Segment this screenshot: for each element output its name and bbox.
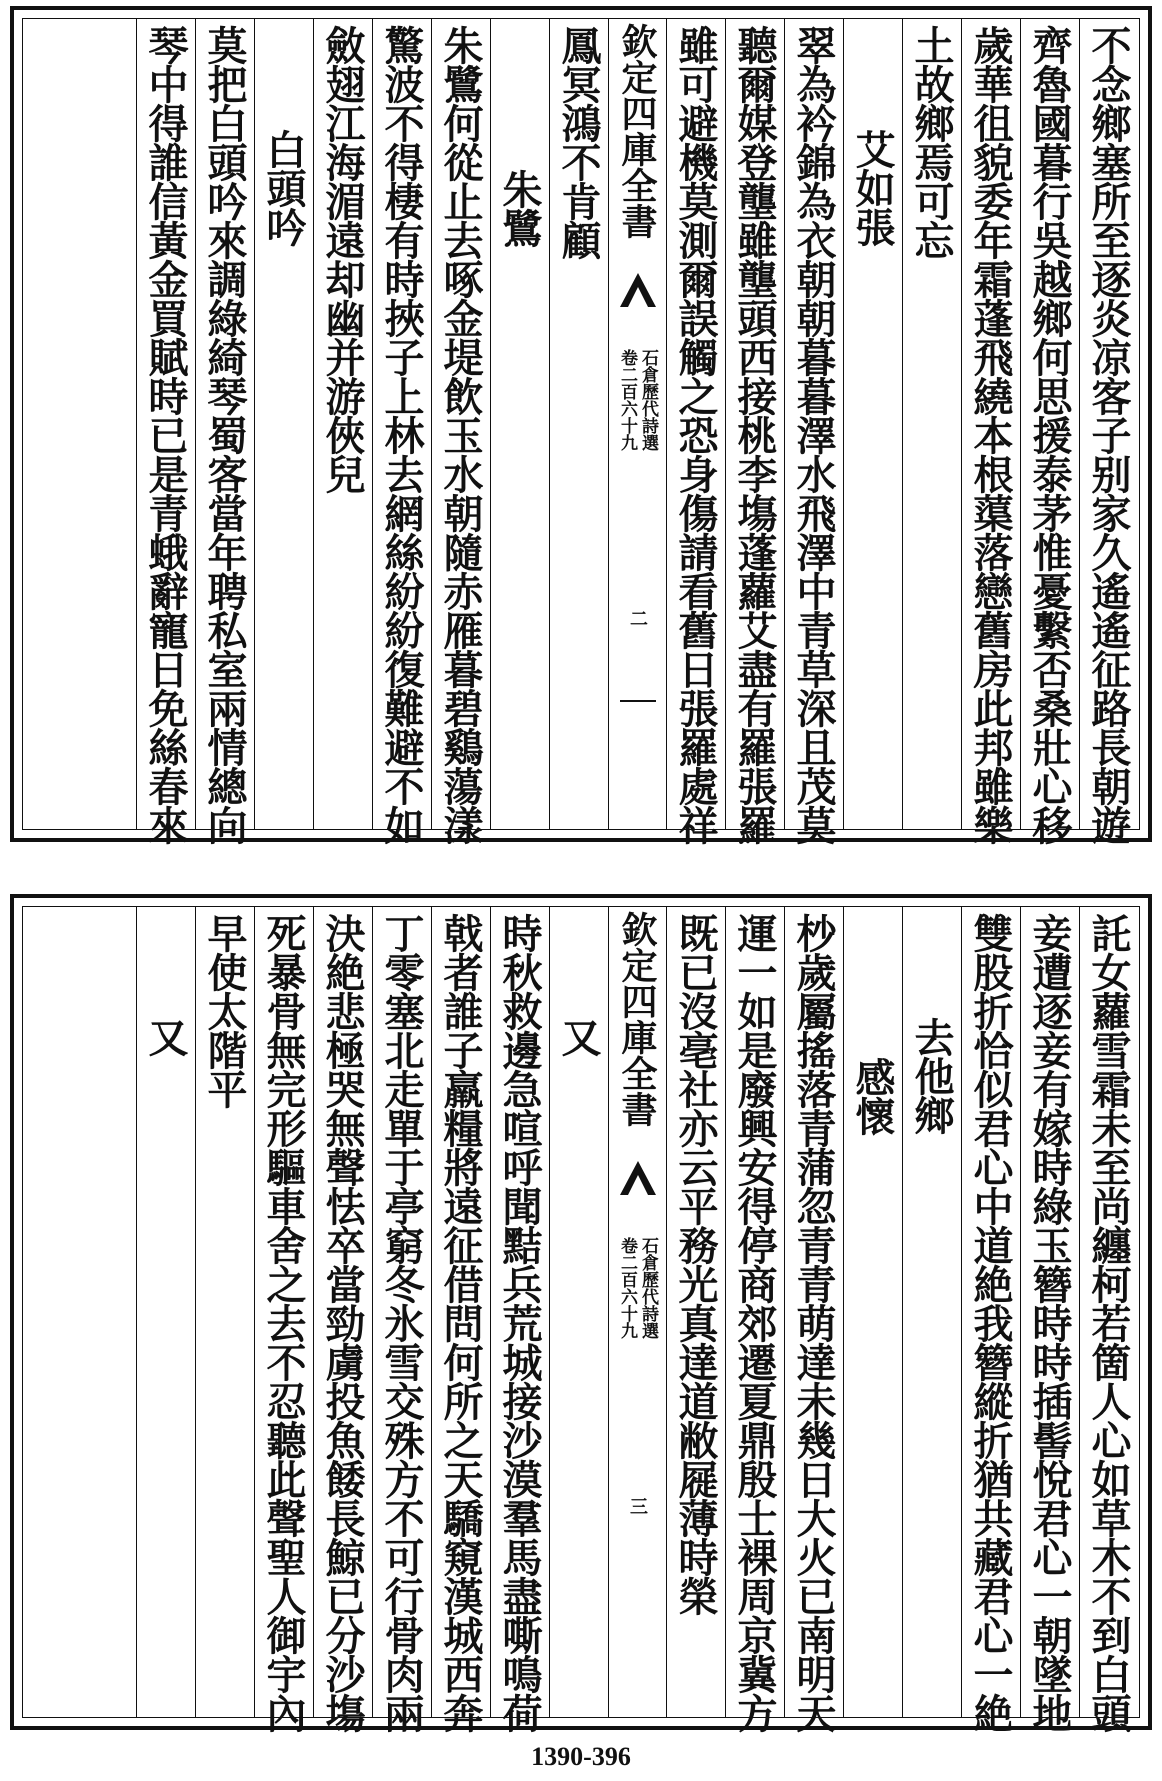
- text-column: [313, 907, 372, 1732]
- poem-line: 不念鄉塞所至逐炎凉客子别家久遙遙征路長朝遊: [1085, 25, 1132, 844]
- poem-line: 戟者誰子羸糧將遠征借問何所之天驕窺漢城西奔: [437, 913, 484, 1732]
- page-number: 二: [627, 609, 648, 627]
- text-column: [843, 19, 902, 829]
- text-column: [549, 907, 608, 1717]
- poem-line: 杪歲屬搖落青蒲忽青青萌達未幾日大火已南明天: [790, 913, 837, 1732]
- text-column: [961, 19, 1020, 844]
- poem-line: 死暴骨無完形驅車舍之去不忍聽此聲聖人御宇內: [260, 913, 307, 1732]
- poem-title: 艾如張: [849, 129, 896, 246]
- text-column: [549, 19, 608, 829]
- book-title: 欽定四庫全書: [616, 911, 658, 1127]
- poem-title: 朱鷺: [496, 169, 543, 247]
- text-column: [961, 907, 1020, 1732]
- poem-line: 土故鄉焉可忘: [908, 25, 955, 259]
- text-column: [254, 19, 313, 829]
- poem-title: 感懷: [849, 1057, 896, 1135]
- fish-tail-ornament-icon: [618, 269, 658, 309]
- top-center-column: [608, 19, 666, 829]
- poem-line: 琴中得誰信黃金買賦時已是青蛾辭寵日免絲春來: [142, 25, 189, 844]
- poem-line: 翠為衿錦為衣朝朝暮暮澤水飛澤中青草深且茂莫: [790, 25, 837, 844]
- poem-line: 丁零塞北走單于亭窮冬氷雪交殊方不可行骨肉兩: [378, 913, 425, 1732]
- text-column: [313, 19, 372, 829]
- text-column: [784, 19, 843, 844]
- book-subtitle: [609, 349, 666, 539]
- poem-line: 運一如是廢興安得停商郊遷夏鼎殷士裸周京冀方: [731, 913, 778, 1732]
- poem-line: 雖可避機莫測爾誤觸之恐身傷請看舊日張羅處祥: [672, 25, 719, 844]
- text-column: [136, 907, 195, 1717]
- text-column: [1079, 907, 1138, 1732]
- poem-title: 去他鄉: [908, 1017, 955, 1134]
- poem-line: 鳳冥鴻不肯顧: [555, 25, 602, 259]
- text-column: [666, 19, 725, 844]
- text-column: [666, 907, 725, 1717]
- poem-line: 斂翅江海湄遠却幽并游俠兒: [319, 25, 366, 493]
- poem-line: 聽爾媒登壟雖壟頭西接桃李塲蓬蘿艾盡有羅張羅: [731, 25, 778, 844]
- text-column: [372, 907, 431, 1732]
- text-column: [490, 907, 549, 1732]
- text-column: [431, 907, 490, 1732]
- top-page-frame: [22, 18, 1140, 844]
- bottom-page-frame: [22, 906, 1140, 1732]
- text-column: [195, 19, 254, 844]
- poem-line: 妾遭逐妾有嫁時綠玉簪時時插髻悅君心一朝墜地: [1026, 913, 1073, 1732]
- text-column: [372, 19, 431, 844]
- top-page: [10, 6, 1152, 842]
- volume-number: 卷二百六十九: [617, 349, 637, 451]
- collection-title: 石倉歷代詩選: [638, 349, 658, 451]
- text-column: [254, 907, 313, 1732]
- text-column: [725, 19, 784, 844]
- poem-line: 莫把白頭吟來調綠綺琴蜀客當年聘私室兩情總向: [201, 25, 248, 844]
- text-column: [431, 19, 490, 844]
- poem-title: 白頭吟: [260, 129, 307, 246]
- text-column: [195, 907, 254, 1717]
- poem-line: 既已沒亳社亦云平務光真達道敝屣薄時榮: [672, 913, 719, 1615]
- fish-tail-ornament-icon: [618, 1157, 658, 1197]
- text-column: [843, 907, 902, 1717]
- poem-line: 早使太階平: [201, 913, 248, 1108]
- poem-title: 又: [555, 1017, 602, 1056]
- text-column: [902, 19, 961, 829]
- volume-number: 卷二百六十九: [617, 1237, 637, 1339]
- bottom-page: [10, 894, 1152, 1730]
- bottom-center-column: [608, 907, 666, 1717]
- text-column: [902, 907, 961, 1717]
- poem-line: 歲華徂貌委年霜蓬飛繞本根蕖落戀舊房此邦雖樂: [967, 25, 1014, 844]
- book-title: 欽定四庫全書: [616, 23, 658, 239]
- text-column: [1020, 907, 1079, 1732]
- poem-title: 又: [142, 1017, 189, 1056]
- text-column: [490, 19, 549, 829]
- text-column: [1079, 19, 1138, 844]
- footer-page-reference: 1390-396: [531, 1742, 631, 1771]
- text-column: [725, 907, 784, 1732]
- poem-line: 驚波不得棲有時挾子上林去網絲紛紛復難避不如: [378, 25, 425, 844]
- text-column: [784, 907, 843, 1732]
- text-column: [136, 19, 195, 844]
- poem-line: 決絶悲極哭無聲怯卒當勁虜投魚餧長鯨已分沙塲: [319, 913, 366, 1732]
- poem-line: 時秋救邊急喧呼聞黠兵荒城接沙漠羣馬盡嘶鳴荷: [496, 913, 543, 1732]
- poem-line: 朱鷺何從止去啄金堤飲玉水朝隨赤雁暮碧鷄蕩漾: [437, 25, 484, 844]
- text-column: [1020, 19, 1079, 844]
- poem-line: 齊魯國暮行吳越鄉何思援泰茅惟憂繫否桑壯心移: [1026, 25, 1073, 844]
- book-subtitle: [609, 1237, 666, 1427]
- page-number: 三: [627, 1497, 648, 1515]
- fish-tail-bottom-ornament-icon: [618, 699, 658, 739]
- collection-title: 石倉歷代詩選: [638, 1237, 658, 1339]
- poem-line: 雙股折恰似君心中道絶我簪縱折猶共藏君心一絶: [967, 913, 1014, 1732]
- poem-line: 託女蘿雪霜未至尚纏柯若箇人心如草木不到白頭: [1085, 913, 1132, 1732]
